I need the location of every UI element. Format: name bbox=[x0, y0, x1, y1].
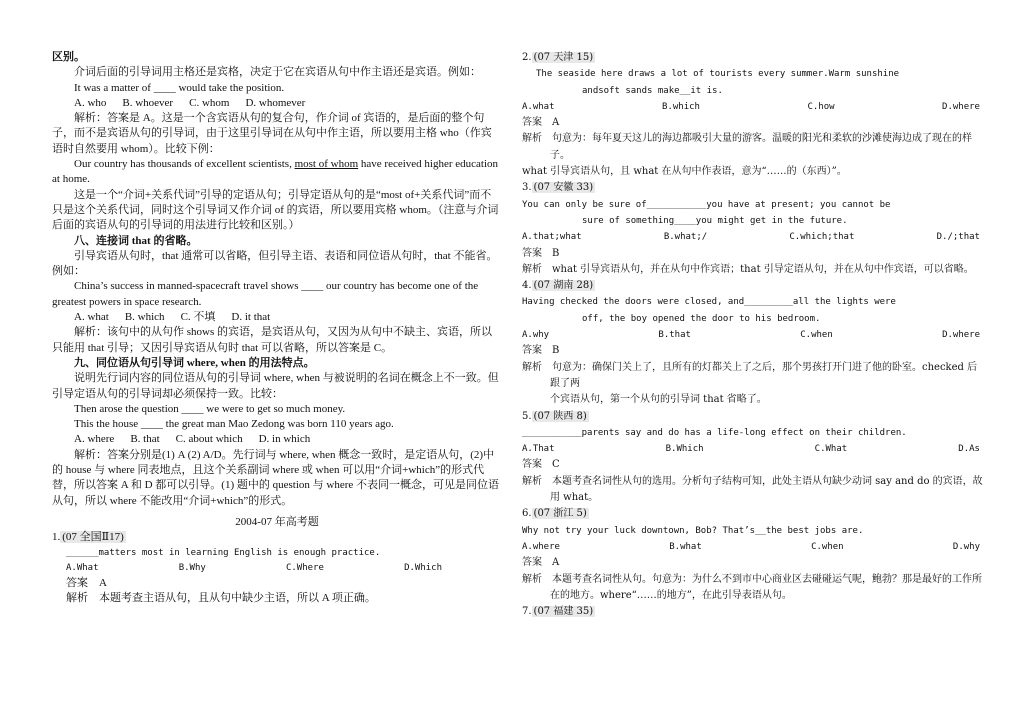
source-badge: (07 全国Ⅱ17) bbox=[62, 531, 124, 544]
option: B. that bbox=[130, 433, 160, 446]
analysis: 解析 本题考查主语从句，且从句中缺少主语，所以 A 项正确。 bbox=[66, 592, 376, 605]
paragraph: 介词后面的引导词用主格还是宾格，决定于它在宾语从句中作主语还是宾语。例如： bbox=[74, 66, 481, 79]
paragraph: 这是一个“介词+关系代词”引导的定语从句；引导定语从句的是“most of+关系代词”而不只是这个关系代词，同时这个引导词又作介词 of 的宾语，所以要用宾格 whom。（注意与介词后面的宾语从句的引导词的用法进行比较和区别。） bbox=[52, 188, 499, 232]
left-column bbox=[52, 50, 502, 607]
option: C.when bbox=[811, 541, 844, 552]
question-stem: Why not try your luck downtown, Bob? That’s__the best jobs are. bbox=[522, 525, 864, 536]
example-stem: China’s success in manned-spacecraft travel shows ____ our country has become one of the greatest powers in space research. bbox=[52, 280, 479, 308]
question-header: 3. (07 安徽 33) bbox=[522, 182, 594, 194]
question-stem-cont: off, the boy opened the door to his bedroom. bbox=[582, 313, 821, 324]
question-options bbox=[522, 99, 984, 115]
option: D. whomever bbox=[245, 96, 306, 109]
option: D.As bbox=[958, 444, 980, 455]
option: B. whoever bbox=[122, 96, 174, 109]
option: D.where bbox=[942, 330, 980, 341]
answer: 答案 A bbox=[66, 577, 107, 590]
option: C.Where bbox=[285, 562, 324, 573]
example-stem: It was a matter of ____ would take the position. bbox=[74, 81, 285, 94]
option: B.what;/ bbox=[663, 232, 708, 243]
option: A. what bbox=[74, 311, 109, 324]
question-options bbox=[522, 229, 984, 245]
question-stem-cont: sure of something____you might get in the future. bbox=[582, 215, 848, 226]
option: B.Why bbox=[178, 562, 206, 573]
option: D.why bbox=[952, 541, 980, 552]
option: D. in which bbox=[258, 433, 311, 446]
analysis: 解析：答案是 A。这是一个含宾语从句的复合句，作介词 of 宾语的，是后面的整个句子，而不是宾语从句的引导词，由于这里引导词在从句中作主语，所以要用主格 who（作宾语时自然要用 whom）。比较下例： bbox=[52, 112, 492, 155]
option: C. 不填 bbox=[180, 311, 216, 324]
question-options bbox=[522, 327, 984, 343]
question-stem-cont: andsoft sands make__it is. bbox=[582, 85, 723, 96]
section-heading-8: 八、连接词 that 的省略。 bbox=[74, 234, 198, 247]
option: C. about which bbox=[175, 433, 243, 446]
answer: 答案 B bbox=[522, 247, 560, 259]
option: B.what bbox=[669, 541, 702, 552]
question-stem: You can only be sure of___________you have at present; you cannot be bbox=[522, 199, 891, 210]
source-badge: (07 安徽 33) bbox=[533, 182, 594, 194]
option: C.how bbox=[807, 101, 835, 112]
option: D. it that bbox=[231, 311, 271, 324]
option: C.which;that bbox=[789, 232, 855, 243]
question-options bbox=[52, 561, 502, 576]
option: C. whom bbox=[189, 96, 230, 109]
example-options bbox=[52, 310, 502, 325]
question-options bbox=[522, 441, 984, 457]
question-stem: The seaside here draws a lot of tourists every summer.Warm sunshine bbox=[536, 69, 900, 80]
option: C.when bbox=[800, 330, 833, 341]
question-header: 5. (07 陕西 8) bbox=[522, 410, 587, 422]
answer: 答案 C bbox=[522, 459, 560, 471]
option: B. which bbox=[124, 311, 165, 324]
paragraph: 引导宾语从句时，that 通常可以省略，但引导主语、表语和同位语从句时，that 不能省。例如： bbox=[52, 249, 498, 278]
answer: 答案 A bbox=[522, 117, 560, 129]
right-column bbox=[522, 50, 984, 620]
source-badge: (07 陕西 8) bbox=[533, 410, 587, 422]
source-badge: (07 湖南 28) bbox=[533, 280, 594, 292]
answer: 答案 B bbox=[522, 345, 560, 357]
year-title: 2004-07 年高考题 bbox=[235, 515, 319, 528]
analysis-cont: what 引导宾语从句，且 what 在从句中作表语，意为“……的（东西）”。 bbox=[522, 166, 847, 178]
option: A.That bbox=[522, 444, 555, 455]
option: A.what bbox=[522, 101, 555, 112]
question-header: 7. (07 福建 35) bbox=[522, 606, 594, 618]
example-stem: Then arose the question ____ we were to get so much money. bbox=[74, 402, 346, 415]
example-options bbox=[52, 96, 502, 111]
option: A.why bbox=[522, 330, 550, 341]
question-options bbox=[522, 539, 984, 555]
option: A.What bbox=[66, 562, 99, 573]
question-stem: ______matters most in learning English is enough practice. bbox=[66, 547, 381, 558]
section-heading-9: 九、同位语从句引导词 where, when 的用法特点。 bbox=[74, 356, 315, 369]
option: D.where bbox=[942, 101, 980, 112]
analysis: 解析 本题考查名词性从句。句意为：为什么不到市中心商业区去碰碰运气呢，鲍勃？那是最好的工作所在的地方。where“……的地方”，在此引导表语从句。 bbox=[522, 573, 982, 601]
answer: 答案 A bbox=[522, 557, 560, 569]
analysis: 解析 句意为：每年夏天这儿的海边都吸引大量的游客。温暖的阳光和柔软的沙滩使海边成了现在的样子。 bbox=[522, 133, 972, 161]
option: B.which bbox=[662, 101, 700, 112]
option: B.Which bbox=[665, 444, 704, 455]
option: D./;that bbox=[936, 232, 980, 243]
option: A. where bbox=[74, 433, 115, 446]
comparison-sentence: Our country has thousands of excellent scientists, most of whom have received higher education at home. bbox=[52, 158, 499, 186]
analysis: 解析 句意为：确保门关上了，且所有的灯都关上了之后，那个男孩打开门进了他的卧室。checked 后跟了两 bbox=[522, 361, 978, 389]
option: D.Which bbox=[404, 562, 442, 573]
question-stem: ___________parents say and do has a life-long effect on their children. bbox=[522, 427, 907, 438]
option: A.that;what bbox=[522, 232, 582, 243]
analysis: 解析 本题考查名词性从句的选用。分析句子结构可知，此处主语从句缺少动词 say and do 的宾语，故用 what。 bbox=[522, 475, 983, 504]
example-options bbox=[52, 432, 502, 447]
example-stem: This the house ____ the great man Mao Zedong was born 110 years ago. bbox=[74, 418, 394, 431]
question-stem: Having checked the doors were closed, and_________all the lights were bbox=[522, 297, 896, 308]
paragraph: 说明先行词内容的同位语从句的引导词 where, when 与被说明的名词在概念上不一致。但引导定语从句的引导词却必须保持一致。比较： bbox=[52, 372, 499, 400]
analysis: 解析：答案分别是(1) A (2) A/D。先行词与 where, when 概念一致时，是定语从句，(2)中的 house 与 where 同表地点，且这个关系副词 where 或 when 可以用“介词+which”的形式代替，所以答案 A 和 D 都可以引导。(1) 题中的 question 与 where 不表同一概念，可见是同位语从句，所以 where 不能改用“介词+which”的形式。 bbox=[52, 448, 500, 507]
source-badge: (07 福建 35) bbox=[533, 606, 594, 618]
analysis: 解析：该句中的从句作 shows 的宾语，是宾语从句，又因为从句中不缺主、宾语，所以只能用 that 引导；又因引导宾语从句时 that 可以省略，所以答案是 C。 bbox=[52, 326, 493, 354]
option: A. who bbox=[74, 96, 107, 109]
question-header: 6. (07 浙江 5) bbox=[522, 508, 587, 520]
question-header: 1. (07 全国Ⅱ17) bbox=[52, 531, 124, 544]
option: C.What bbox=[814, 444, 848, 455]
analysis: 解析 what 引导宾语从句，并在从句中作宾语；that 引导定语从句，并在从句中作宾语，可以省略。 bbox=[522, 263, 974, 275]
option: B.that bbox=[658, 330, 691, 341]
question-header: 4. (07 湖南 28) bbox=[522, 280, 594, 292]
source-badge: (07 天津 15) bbox=[533, 52, 594, 63]
question-header: 2. (07 天津 15) bbox=[522, 52, 594, 63]
source-badge: (07 浙江 5) bbox=[533, 508, 587, 520]
analysis-cont: 个宾语从句，第一个从句的引导词 that 省略了。 bbox=[550, 394, 767, 406]
option: A.where bbox=[522, 541, 560, 552]
section-heading: 区别。 bbox=[52, 51, 85, 63]
